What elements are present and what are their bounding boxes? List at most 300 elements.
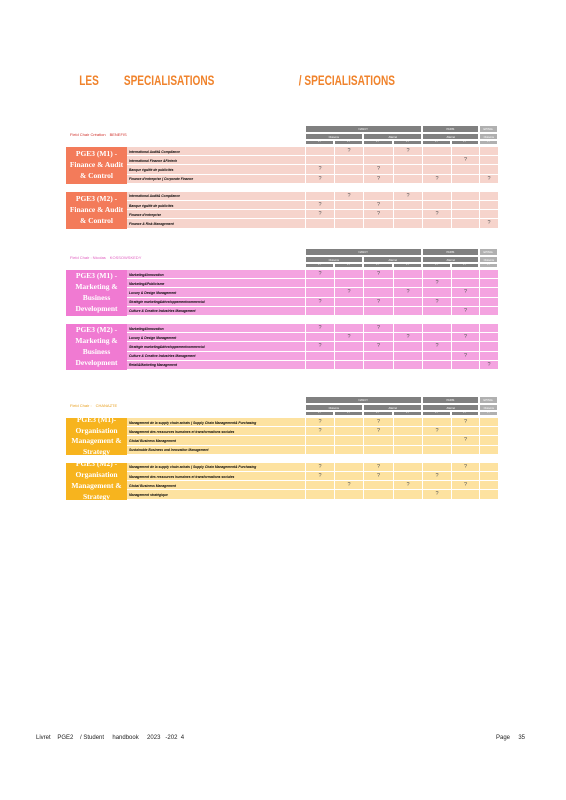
course-row [127, 307, 498, 316]
availability-cell [363, 307, 393, 316]
availability-cell: ? [305, 298, 334, 307]
course-row [127, 298, 498, 307]
header-ft-label: FT [376, 140, 380, 143]
availability-cell [363, 333, 393, 342]
field-chair-prefix: Field Chair : Nicolas [70, 255, 106, 260]
header-pt [334, 263, 363, 268]
course-row [127, 333, 498, 342]
availability-cell: ? [479, 219, 498, 228]
course-name: Global Business Management [129, 483, 176, 488]
header-pt [451, 263, 479, 268]
availability-cell: ? [334, 192, 363, 201]
header-ft [305, 140, 334, 145]
availability-cell: ? [334, 333, 363, 342]
availability-cell: ? [422, 342, 451, 351]
availability-cell [363, 147, 393, 156]
header-pt-label: PT [405, 140, 409, 143]
availability-cell [363, 481, 393, 490]
availability-cell [393, 352, 422, 361]
availability-cell: ? [363, 324, 393, 333]
header-cloisons [479, 133, 498, 140]
course-row [127, 481, 498, 490]
course-name: Management des ressources humaines et transformations sociales [129, 474, 235, 479]
course-row [127, 288, 498, 297]
availability-cell [334, 279, 363, 288]
header-ft [305, 263, 334, 268]
header-nancy-label: NANCY [358, 126, 369, 131]
availability-cell: ? [305, 324, 334, 333]
availability-cell [479, 298, 498, 307]
course-name: Luxury & Design Management [129, 335, 177, 340]
availability-cell [393, 307, 422, 316]
course-row [127, 427, 498, 436]
availability-cell [451, 270, 479, 279]
availability-cell [422, 201, 451, 210]
availability-cell [305, 192, 334, 201]
header-ft-label: FT [318, 411, 321, 414]
availability-cell [363, 352, 393, 361]
availability-cell [334, 324, 363, 333]
availability-cell: ? [305, 210, 334, 219]
header-epinal [479, 396, 498, 404]
course-row [127, 147, 498, 156]
availability-cell [422, 147, 451, 156]
availability-cell: ? [305, 418, 334, 427]
course-row [127, 446, 498, 455]
availability-cell [479, 333, 498, 342]
availability-cell [363, 436, 393, 445]
availability-cell [479, 427, 498, 436]
header-cloisons [305, 404, 363, 411]
course-name: Banque égalité de publicités [129, 167, 174, 172]
header-cloisons [305, 256, 363, 263]
program-group [66, 192, 498, 229]
availability-cell [451, 165, 479, 174]
course-name: Management de la supply chain achats ( Supply Chain Management& Purchasing [129, 465, 257, 470]
availability-cell [479, 490, 498, 499]
availability-cell: ? [479, 361, 498, 370]
course-name: Management stratégique [129, 492, 168, 497]
availability-cell: ? [422, 490, 451, 499]
header-cloisons [479, 404, 498, 411]
header-nancy [305, 125, 422, 133]
availability-cell [479, 192, 498, 201]
course-row [127, 352, 498, 361]
availability-cell: ? [334, 288, 363, 297]
course-row [127, 270, 498, 279]
availability-cell: ? [393, 481, 422, 490]
header-ft-label: FT [487, 411, 490, 414]
availability-cell [393, 270, 422, 279]
program-label: PGE3 (M1)- Organisation Management & Strategy [66, 418, 127, 455]
header-epinal-label: EPINAL [483, 397, 494, 402]
availability-cell [479, 156, 498, 165]
availability-cell [334, 307, 363, 316]
course-row [127, 165, 498, 174]
availability-cell: ? [363, 298, 393, 307]
header-alterne [363, 256, 422, 263]
availability-cell [479, 446, 498, 455]
availability-cell: ? [393, 192, 422, 201]
course-row [127, 472, 498, 481]
availability-cell [393, 324, 422, 333]
header-pt-label: PT [405, 263, 409, 266]
course-row [127, 436, 498, 445]
availability-cell [393, 490, 422, 499]
availability-cell [334, 210, 363, 219]
availability-cell [451, 201, 479, 210]
course-row [127, 342, 498, 351]
availability-cell: ? [363, 165, 393, 174]
field-chair-name: KOSSOWSKEDY [109, 255, 142, 260]
availability-cell [334, 342, 363, 351]
course-row [127, 192, 498, 201]
course-row [127, 175, 498, 184]
availability-cell [422, 418, 451, 427]
availability-cell [479, 463, 498, 472]
availability-cell [451, 192, 479, 201]
course-row [127, 201, 498, 210]
availability-cell [479, 307, 498, 316]
availability-cell [479, 352, 498, 361]
header-pt-label: PT [346, 411, 350, 414]
header-paris [422, 396, 479, 404]
course-name: Finance d'entreprise [129, 212, 162, 217]
course-row [127, 324, 498, 333]
course-name: Retail&Marketing Management [129, 363, 177, 368]
header-epinal-label: EPINAL [483, 126, 494, 131]
header-pt [451, 140, 479, 145]
availability-cell [305, 361, 334, 370]
availability-cell [334, 270, 363, 279]
availability-cell: ? [393, 288, 422, 297]
program-group [66, 147, 498, 184]
availability-cell [305, 481, 334, 490]
course-name: Stratégie marketing&développementcommercial [129, 344, 205, 349]
availability-cell [451, 472, 479, 481]
availability-cell [451, 175, 479, 184]
availability-cell [479, 279, 498, 288]
header-epinal [479, 125, 498, 133]
availability-cell: ? [422, 472, 451, 481]
program-label: PGE3 (M1) - Finance & Audit & Control [66, 147, 127, 184]
availability-cell [363, 361, 393, 370]
availability-cell [451, 361, 479, 370]
availability-cell: ? [393, 333, 422, 342]
header-cloisons-label: Cloisons [483, 134, 494, 139]
availability-cell [393, 446, 422, 455]
program-group [66, 459, 498, 502]
availability-cell: ? [422, 175, 451, 184]
header-nancy [305, 396, 422, 404]
availability-cell [393, 165, 422, 174]
availability-cell [393, 361, 422, 370]
header-cloisons [305, 133, 363, 140]
availability-cell [393, 298, 422, 307]
availability-cell: ? [451, 463, 479, 472]
header-cloisons-label: Cloisons [328, 405, 340, 410]
availability-cell [334, 219, 363, 228]
header-ft-label: FT [487, 263, 490, 266]
availability-cell [305, 147, 334, 156]
program-group [66, 270, 498, 316]
header-cloisons-label: Cloisons [483, 405, 494, 410]
availability-cell [305, 219, 334, 228]
header-ft-label: FT [318, 263, 321, 266]
availability-cell [479, 342, 498, 351]
availability-cell [363, 490, 393, 499]
header-ft-label: FT [376, 411, 380, 414]
availability-cell [363, 288, 393, 297]
header-ft-label: FT [435, 263, 438, 266]
availability-cell [305, 352, 334, 361]
availability-cell [393, 156, 422, 165]
availability-cell: ? [451, 481, 479, 490]
header-ft [305, 411, 334, 416]
header-pt-label: PT [463, 411, 467, 414]
header-ft-label: FT [435, 140, 438, 143]
availability-cell [422, 324, 451, 333]
availability-cell [393, 342, 422, 351]
availability-cell [334, 361, 363, 370]
field-chair-name: BENEFIS [109, 132, 127, 137]
header-epinal-label: EPINAL [483, 249, 494, 254]
header-pt-label: PT [405, 411, 409, 414]
availability-cell [422, 361, 451, 370]
availability-cell [393, 427, 422, 436]
availability-cell: ? [422, 298, 451, 307]
availability-cell [479, 472, 498, 481]
availability-cell: ? [363, 427, 393, 436]
availability-cell [363, 219, 393, 228]
availability-cell [422, 446, 451, 455]
availability-cell: ? [393, 147, 422, 156]
header-nancy-label: NANCY [358, 249, 369, 254]
availability-cell [422, 156, 451, 165]
header-alterne [363, 404, 422, 411]
program-label: PGE3 (M2) - Organisation Management & Strategy [66, 463, 127, 500]
header-cloisons-label: Cloisons [328, 257, 340, 262]
header-ft-label: FT [435, 411, 438, 414]
availability-cell: ? [422, 427, 451, 436]
header-pt [334, 411, 363, 416]
availability-cell: ? [363, 472, 393, 481]
availability-cell [334, 418, 363, 427]
header-pt [393, 140, 422, 145]
availability-cell [363, 156, 393, 165]
title-specialisations: SPECIALISATIONS [123, 72, 215, 88]
header-ft-label: FT [318, 140, 321, 143]
availability-cell: ? [305, 175, 334, 184]
availability-cell: ? [305, 270, 334, 279]
availability-cell: ? [363, 270, 393, 279]
availability-cell [479, 165, 498, 174]
header-ft [363, 411, 393, 416]
header-pt [451, 411, 479, 416]
program-label: PGE3 (M2) - Finance & Audit & Control [66, 192, 127, 229]
availability-cell [451, 342, 479, 351]
availability-cell [363, 446, 393, 455]
header-paris-label: PARIS [446, 249, 455, 254]
header-nancy-label: NANCY [358, 397, 369, 402]
availability-cell: ? [363, 210, 393, 219]
availability-cell [363, 279, 393, 288]
field-chair-name: CHANAZTE [95, 403, 118, 408]
availability-cell: ? [451, 156, 479, 165]
availability-cell [479, 418, 498, 427]
header-alterne [422, 404, 479, 411]
footer-page-number: Page 35 [496, 735, 526, 741]
course-name: Culture & Creative Industries Management [129, 354, 196, 359]
footer-left: Livret PGE2 / Student handbook 2023 -202 4 [36, 735, 185, 741]
header-ft [363, 263, 393, 268]
header-cloisons-label: Cloisons [328, 134, 340, 139]
course-name: Management de la supply chain achats ( Supply Chain Management& Purchasing [129, 420, 257, 425]
header-pt-label: PT [463, 263, 467, 266]
course-row [127, 279, 498, 288]
availability-cell [334, 201, 363, 210]
header-cloisons-label: Cloisons [483, 257, 494, 262]
course-name: Marketing&Publicisme [129, 281, 165, 286]
availability-cell [334, 463, 363, 472]
header-paris-label: PARIS [446, 126, 455, 131]
availability-cell: ? [334, 481, 363, 490]
course-row [127, 418, 498, 427]
availability-cell [479, 147, 498, 156]
availability-cell [334, 165, 363, 174]
availability-cell: ? [363, 463, 393, 472]
availability-cell [393, 418, 422, 427]
availability-cell [479, 288, 498, 297]
availability-cell: ? [422, 210, 451, 219]
header-epinal [479, 248, 498, 256]
availability-cell [422, 165, 451, 174]
availability-cell [334, 472, 363, 481]
availability-cell [393, 463, 422, 472]
field-chair-label [70, 132, 127, 137]
header-ft [422, 140, 451, 145]
availability-cell [451, 298, 479, 307]
availability-cell [451, 219, 479, 228]
header-pt-label: PT [463, 140, 467, 143]
availability-cell [393, 279, 422, 288]
header-alterne-label: Alterné [388, 257, 397, 262]
availability-cell [305, 490, 334, 499]
course-name: International Finance &Fintech [129, 158, 178, 163]
field-chair-prefix: Field Chair Création [70, 132, 106, 137]
header-nancy [305, 248, 422, 256]
header-alterne-label: Alterné [446, 257, 455, 262]
course-row [127, 361, 498, 370]
availability-cell [393, 436, 422, 445]
availability-cell [422, 333, 451, 342]
availability-cell [334, 436, 363, 445]
course-row [127, 156, 498, 165]
availability-cell: ? [451, 418, 479, 427]
availability-cell: ? [305, 472, 334, 481]
availability-cell [479, 201, 498, 210]
availability-cell [479, 270, 498, 279]
availability-cell [334, 490, 363, 499]
header-ft-label: FT [487, 140, 490, 143]
header-alterne [363, 133, 422, 140]
header-ft [363, 140, 393, 145]
course-name: Luxury & Design Management [129, 290, 177, 295]
header-ft [479, 263, 498, 268]
availability-cell [305, 156, 334, 165]
course-name: Stratégie marketing&développementcommercial [129, 300, 205, 305]
header-alterne-label: Alterné [446, 134, 455, 139]
availability-cell [451, 427, 479, 436]
header-pt [393, 411, 422, 416]
availability-cell [305, 333, 334, 342]
availability-cell [334, 427, 363, 436]
course-row [127, 463, 498, 472]
availability-cell [422, 219, 451, 228]
availability-cell: ? [305, 463, 334, 472]
availability-cell [479, 481, 498, 490]
availability-cell [479, 324, 498, 333]
availability-cell [305, 307, 334, 316]
availability-cell [422, 270, 451, 279]
availability-cell [451, 446, 479, 455]
availability-cell [334, 298, 363, 307]
header-alterne-label: Alterné [388, 405, 397, 410]
course-row [127, 219, 498, 228]
program-group [66, 324, 498, 370]
availability-cell [393, 219, 422, 228]
availability-cell [422, 463, 451, 472]
availability-cell [305, 436, 334, 445]
header-paris [422, 248, 479, 256]
page-title [0, 72, 408, 92]
course-name: Marketing&Innovation [129, 326, 164, 331]
program-label: PGE3 (M1) - Marketing & Business Development [66, 270, 127, 316]
availability-cell [422, 192, 451, 201]
availability-cell [334, 175, 363, 184]
course-name: Management des ressources humaines et transformations sociales [129, 429, 235, 434]
course-row [127, 490, 498, 499]
course-name: International Audit& Compliance [129, 194, 180, 199]
availability-cell: ? [363, 342, 393, 351]
course-name: Marketing&Innovation [129, 272, 164, 277]
header-ft [422, 411, 451, 416]
availability-cell [451, 210, 479, 219]
availability-cell [451, 324, 479, 333]
availability-cell [451, 490, 479, 499]
availability-cell: ? [422, 279, 451, 288]
availability-cell: ? [363, 418, 393, 427]
header-alterne-label: Alterné [388, 134, 397, 139]
field-chair-label [70, 403, 117, 408]
header-ft-label: FT [376, 263, 380, 266]
availability-cell [305, 446, 334, 455]
availability-cell: ? [451, 352, 479, 361]
availability-cell [479, 210, 498, 219]
field-chair-label [70, 255, 141, 260]
availability-cell: ? [334, 147, 363, 156]
header-ft [479, 140, 498, 145]
course-name: Finance & Risk Management [129, 221, 174, 226]
availability-cell: ? [305, 201, 334, 210]
availability-cell [334, 446, 363, 455]
availability-cell: ? [451, 307, 479, 316]
program-label: PGE3 (M2) - Marketing & Business Development [66, 324, 127, 370]
header-paris-label: PARIS [446, 397, 455, 402]
availability-cell: ? [451, 288, 479, 297]
availability-cell [422, 307, 451, 316]
header-alterne [422, 133, 479, 140]
